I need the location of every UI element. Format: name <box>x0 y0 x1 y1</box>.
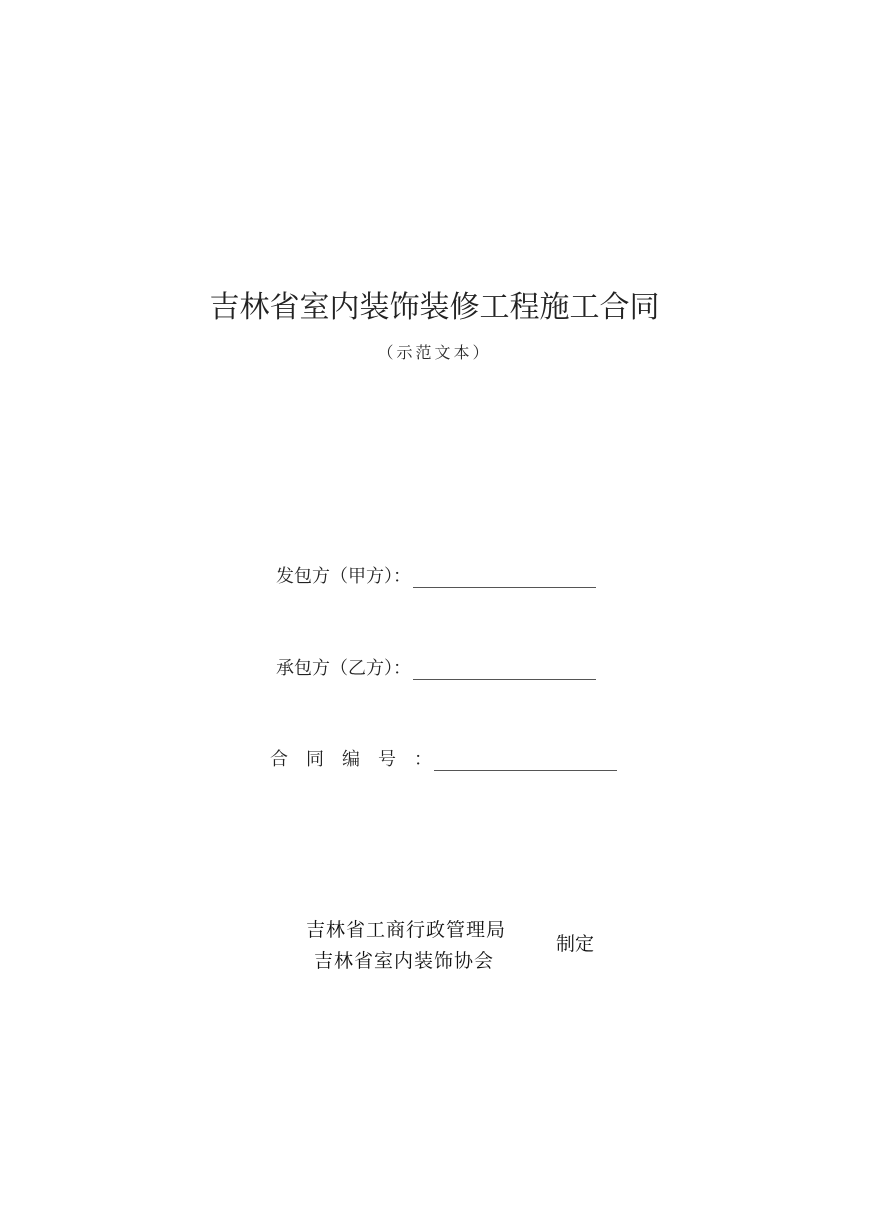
issuer-org-1: 吉林省工商行政管理局 <box>306 919 507 941</box>
contract-number-blank[interactable] <box>434 750 617 771</box>
issuer-block <box>306 915 595 973</box>
party-b-field <box>276 652 596 680</box>
party-a-blank[interactable] <box>413 567 596 588</box>
contract-subtitle: （示范文本） <box>377 343 492 362</box>
contract-title: 吉林省室内装饰装修工程施工合同 <box>209 290 660 325</box>
party-b-blank[interactable] <box>413 659 596 680</box>
party-a-label: 发包方（甲方）： <box>276 566 411 587</box>
contract-number-label: 合同编号 <box>270 749 414 770</box>
party-a-field <box>276 560 596 588</box>
contract-number-field <box>270 743 617 771</box>
contract-number-colon: ： <box>414 749 432 770</box>
party-b-label: 承包方（乙方）： <box>276 658 411 679</box>
issuer-made-label: 制定 <box>556 933 595 955</box>
issuer-org-2: 吉林省室内装饰协会 <box>314 950 495 972</box>
